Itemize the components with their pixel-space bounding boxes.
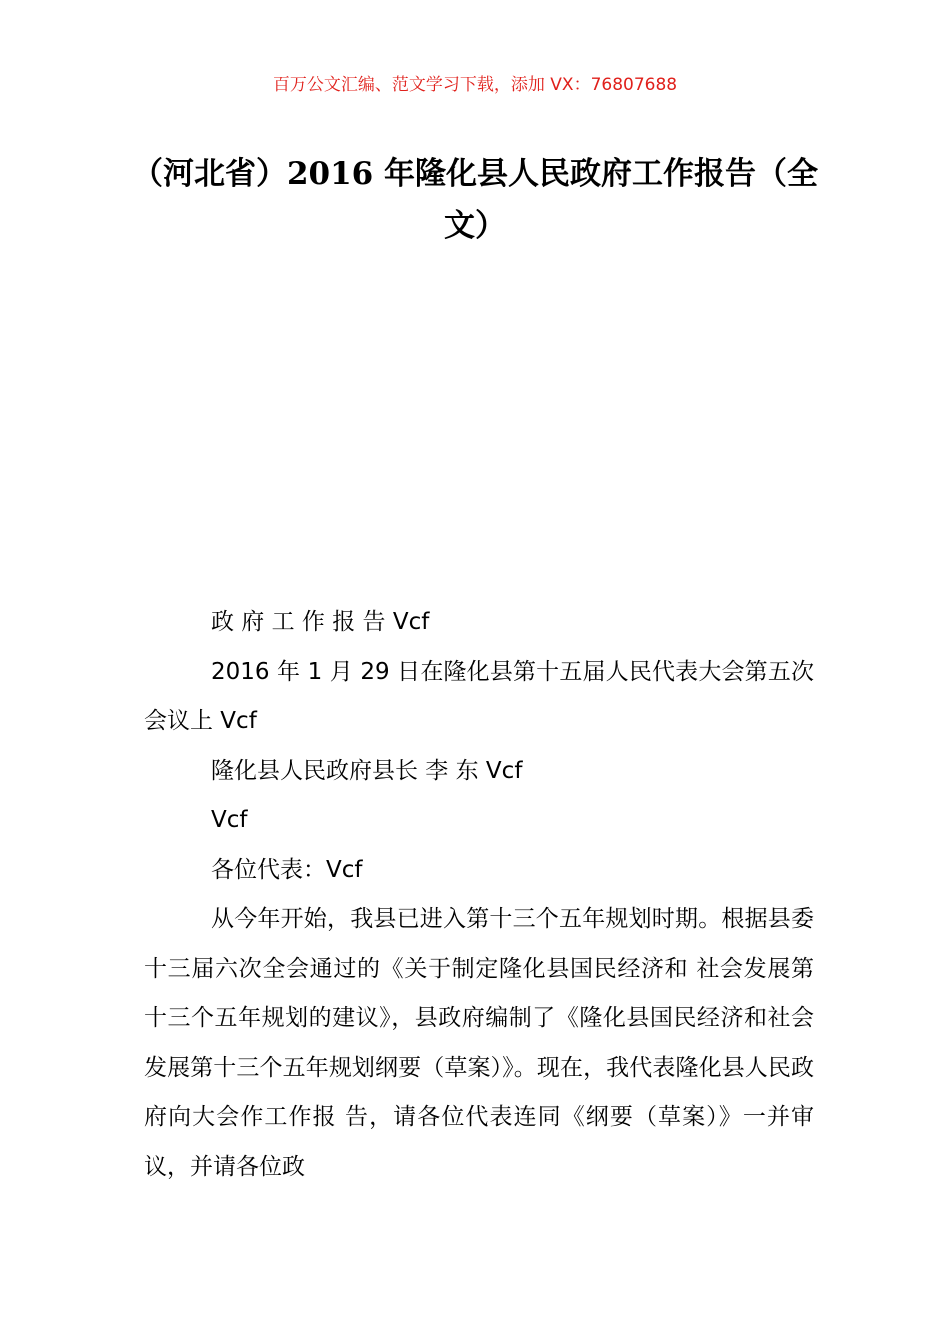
- paragraph-report-heading: 政 府 工 作 报 告 Vcf: [211, 609, 430, 635]
- paragraph-salutation: 各位代表：Vcf: [211, 856, 363, 883]
- paragraph-meeting-info: 2016 年 1 月 29 日在隆化县第十五届人民代表大会第五次会议上 Vcf: [144, 658, 814, 734]
- document-body: [144, 598, 814, 1192]
- paragraph-speaker: 隆化县人民政府县长 李 东 Vcf: [211, 757, 523, 784]
- paragraph-blank: Vcf: [211, 807, 248, 833]
- watermark-text: 百万公文汇编、范文学习下载，添加 VX：76807688: [272, 75, 678, 95]
- paragraph-intro: 从今年开始，我县已进入第十三个五年规划时期。根据县委十三届六次全会通过的《关于制定隆化县国民经济和 社会发展第十三个五年规划的建议》，县政府编制了《隆化县国民经济和社会发展第十三个五年规划纲要（草案）》。现在，我代表隆化县人民政府向大会作工作报 告，请各位代表连同《纲要（草案）》一并审议，并请各位政: [144, 906, 814, 1180]
- document-title: （河北省）2016 年隆化县人民政府工作报告（全文）: [131, 156, 819, 244]
